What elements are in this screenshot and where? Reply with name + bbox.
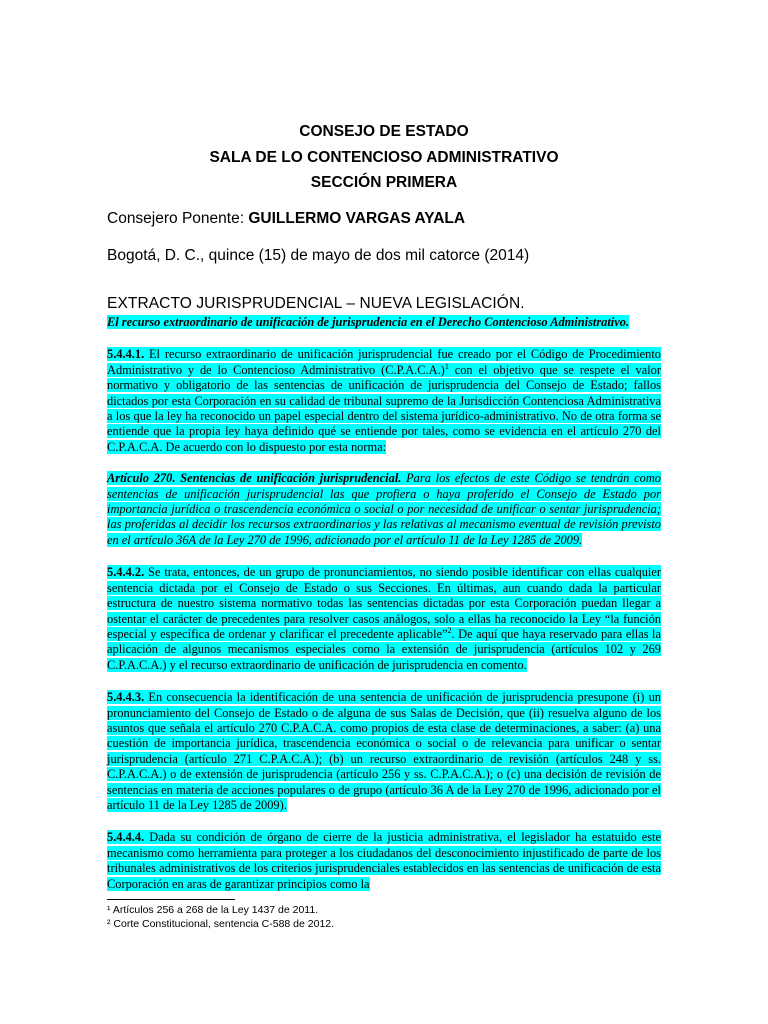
paragraph-text: . De aquí que haya reservado para ellas la aplicación de algunos mecanismos especiales como la extensión de jurisprudencia (artículos 102 y 269 C.P.A.C.A.) y el recurso extraordinario de unificación de jurisprudencia en comento. <box>107 626 661 672</box>
paragraph-5-4-4-1 <box>107 347 661 455</box>
paragraph-text: En consecuencia la identificación de una sentencia de unificación de jurisprudencia presupone (i) un pronunciamiento del Consejo de Estado o de alguna de sus Salas de Decisión, que (ii) resuelva alguno de los asuntos que señala el artículo 270 C.P.A.C.A. como propios de esta clase de determinaciones, a saber: (a) una cuestión de importancia jurídica, trascendencia económica o social o de relevancia para unificar o sentar jurisprudencia (artículo 271 C.P.A.C.A.); (b) un recurso extraordinario de revisión (artículos 248 y ss. C.P.A.C.A.) o de extensión de jurisprudencia (artículo 256 y ss. C.P.A.C.A.); o (c) una decisión de revisión de sentencias en materia de acciones populares o de grupo (artículo 36 A de la Ley 270 de 1996, adicionado por el artículo 11 de la Ley 1285 de 2009). <box>107 690 661 812</box>
paragraph-text: Se trata, entonces, de un grupo de pronunciamientos, no siendo posible identificar con ellas cualquier sentencia dictada por el Consejo de Estado o sus Secciones. En últimas, aun cuando dada la particular estructura de nuestro sistema normativo todas las sentencias dictadas por esta Corporación puedan llegar a ostentar el carácter de precedentes para resolver casos análogos, solo a ellas ha reconocido la Ley “la función especial y específica de ordenar y clarificar el precedente aplicable” <box>107 565 661 641</box>
ponente-line <box>107 210 465 228</box>
heading-council: CONSEJO DE ESTADO <box>299 123 469 140</box>
paragraph-5-4-4-4 <box>107 830 661 892</box>
footnote-divider <box>107 899 235 900</box>
paragraph-article-270 <box>107 471 661 548</box>
paragraph-5-4-4-3 <box>107 690 661 813</box>
paragraph-number: 5.4.4.1. <box>107 347 145 362</box>
date-line: Bogotá, D. C., quince (15) de mayo de dos mil catorce (2014) <box>107 247 530 264</box>
article-text: Para los efectos de este Código se tendrán como sentencias de unificación jurisprudencial las que profiera o haya proferido el Consejo de Estado por importancia jurídica o trascendencia económica o social o por necesidad de unificar o sentar jurisprudencia; las proferidas al decidir los recursos extraordinarios y las relativas al mecanismo eventual de revisión previsto en el artículo 36A de la Ley 270 de 1996, adicionado por el artículo 11 de la Ley 1285 de 2009. <box>107 471 661 547</box>
footnote-ref-1[interactable]: 1 <box>444 361 449 371</box>
paragraph-text: con el objetivo que se respete el valor normativo y obligatorio de las sentencias de unificación de jurisprudencia del Consejo de Estado; fallos dictados por esta Corporación en su calidad de tribunal supremo de la Jurisdicción Contenciosa Administrativa a los que la ley ha reconocido un papel especial dentro del sistema jurídico-administrativo. No de otra forma se entiende que la propia ley haya definido qué se entiende por tales, como se evidencia en el artículo 270 del C.P.A.C.A. De acuerdo con lo dispuesto por esta norma: <box>107 362 661 454</box>
paragraph-number: 5.4.4.4. <box>107 830 145 845</box>
paragraph-5-4-4-2 <box>107 565 661 673</box>
document-body <box>107 315 661 892</box>
paragraph-number: 5.4.4.2. <box>107 565 145 580</box>
subtitle <box>107 315 661 330</box>
footnote-2: ² Corte Constitucional, sentencia C-588 de 2012. <box>107 918 335 930</box>
subtitle-text: El recurso extraordinario de unificación de jurisprudencia en el Derecho Contencioso Administrativo. <box>107 315 630 329</box>
section-title: EXTRACTO JURISPRUDENCIAL – NUEVA LEGISLACIÓN. <box>107 295 525 312</box>
paragraph-text: El recurso extraordinario de unificación jurisprudencial fue creado por el Código de Procedimiento Administrativo y de lo Contencioso Administrativo (C.P.A.C.A.) <box>107 347 661 377</box>
paragraph-text: Dada su condición de órgano de cierre de la justicia administrativa, el legislador ha estatuido este mecanismo como herramienta para proteger a los ciudadanos del desconocimiento injustificado de parte de los tribunales administrativos de los criterios jurisprudenciales establecidos en las sentencias de unificación de esta Corporación en aras de garantizar principios como la <box>107 830 661 891</box>
ponente-name: GUILLERMO VARGAS AYALA <box>248 210 466 227</box>
footnote-ref-2[interactable]: 2 <box>447 625 452 635</box>
article-heading: Artículo 270. Sentencias de unificación jurisprudencial. <box>107 471 402 486</box>
paragraph-number: 5.4.4.3. <box>107 690 145 705</box>
heading-section: SECCIÓN PRIMERA <box>310 174 458 191</box>
footnote-1: ¹ Artículos 256 a 268 de la Ley 1437 de 2011. <box>107 904 319 916</box>
ponente-label: Consejero Ponente: <box>107 210 249 227</box>
heading-chamber: SALA DE LO CONTENCIOSO ADMINISTRATIVO <box>209 149 559 166</box>
